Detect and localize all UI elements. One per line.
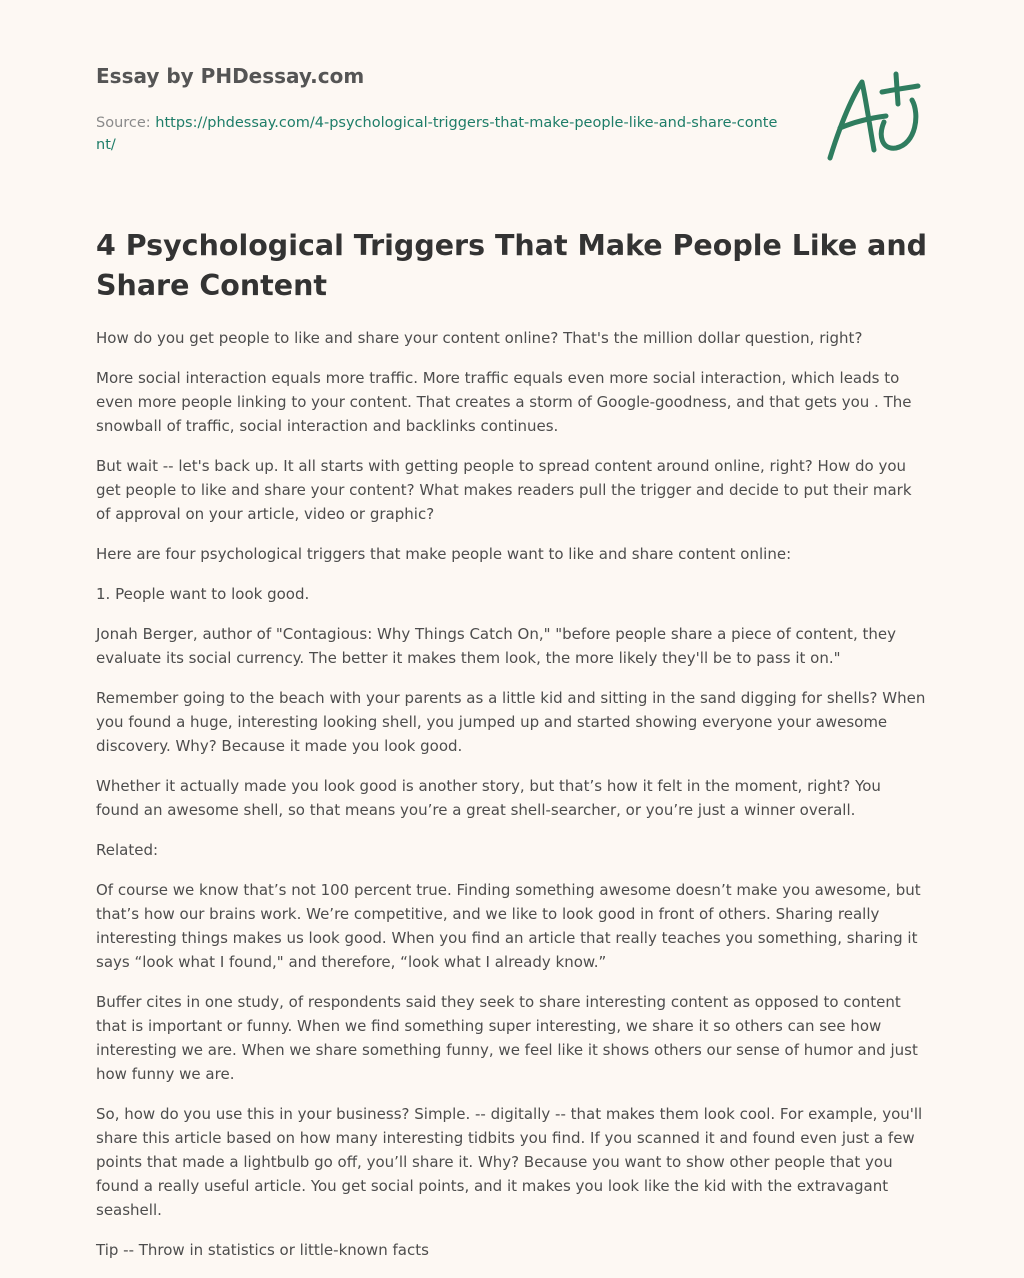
site-title: Essay by PHDessay.com xyxy=(96,64,365,88)
paragraph: Related: xyxy=(96,841,159,859)
logo-stroke xyxy=(881,100,916,148)
paragraph: But wait -- let's back up. It all starts with getting people to spread content around online, right? How do you get people to like and share your content? What makes readers pull the trigger and decide to put their mark of approval on your article, video or graphic? xyxy=(96,457,912,523)
logo-stroke xyxy=(882,86,918,92)
essay-body xyxy=(96,326,928,1278)
paragraph: Jonah Berger, author of "Contagious: Why Things Catch On," "before people share a piece of content, they evaluate its social currency. The better it makes them look, the more likely they'll be to pass it on." xyxy=(96,625,896,667)
source-line xyxy=(96,112,786,156)
paragraph: Remember going to the beach with your parents as a little kid and sitting in the sand digging for shells? When you found a huge, interesting looking shell, you jumped up and started showing everyone your awesome discovery. Why? Because it made you look good. xyxy=(96,689,926,755)
essay-title: 4 Psychological Triggers That Make People Like and Share Content xyxy=(96,229,928,302)
source-link[interactable]: https://phdessay.com/4-psychological-triggers-that-make-people-like-and-share-content/ xyxy=(96,115,778,153)
paragraph: Tip -- Throw in statistics or little-known facts xyxy=(96,1241,429,1259)
paragraph: Buffer cites in one study, of respondents said they seek to share interesting content as opposed to content that is important or funny. When we find something super interesting, we share it so others can see how interesting we are. When we share something funny, we feel like it shows others our sense of humor and just how funny we are. xyxy=(96,993,918,1083)
paragraph: Here are four psychological triggers that make people want to like and share content online: xyxy=(96,545,792,563)
paragraph: Of course we know that’s not 100 percent true. Finding something awesome doesn’t make you awesome, but that’s how our brains work. We’re competitive, and we like to look good in front of others. Sharing really interesting things makes us look good. When you find an article that really teaches you something, sharing it says “look what I found," and therefore, “look what I already know.” xyxy=(96,881,921,971)
a-plus-logo-icon xyxy=(820,70,930,166)
paragraph: Whether it actually made you look good is another story, but that’s how it felt in the moment, right? You found an awesome shell, so that means you’re a great shell-searcher, or you’re just a winner overall. xyxy=(96,777,881,819)
paragraph: So, how do you use this in your business? Simple. -- digitally -- that makes them look cool. For example, you'll share this article based on how many interesting tidbits you find. If you scanned it and found even just a few points that made a lightbulb go off, you’ll share it. Why? Because you want to show other people that you found a really useful article. You get social points, and it makes you look like the kid with the extravagant seashell. xyxy=(96,1105,923,1219)
paragraph: More social interaction equals more traffic. More traffic equals even more social interaction, which leads to even more people linking to your content. That creates a storm of Google-goodness, and that gets you . The snowball of traffic, social interaction and backlinks continues. xyxy=(96,369,912,435)
paragraph: 1. People want to look good. xyxy=(96,585,310,603)
source-label: Source: xyxy=(96,115,156,131)
logo-stroke xyxy=(840,116,886,128)
paragraph: How do you get people to like and share your content online? That's the million dollar question, right? xyxy=(96,329,863,347)
